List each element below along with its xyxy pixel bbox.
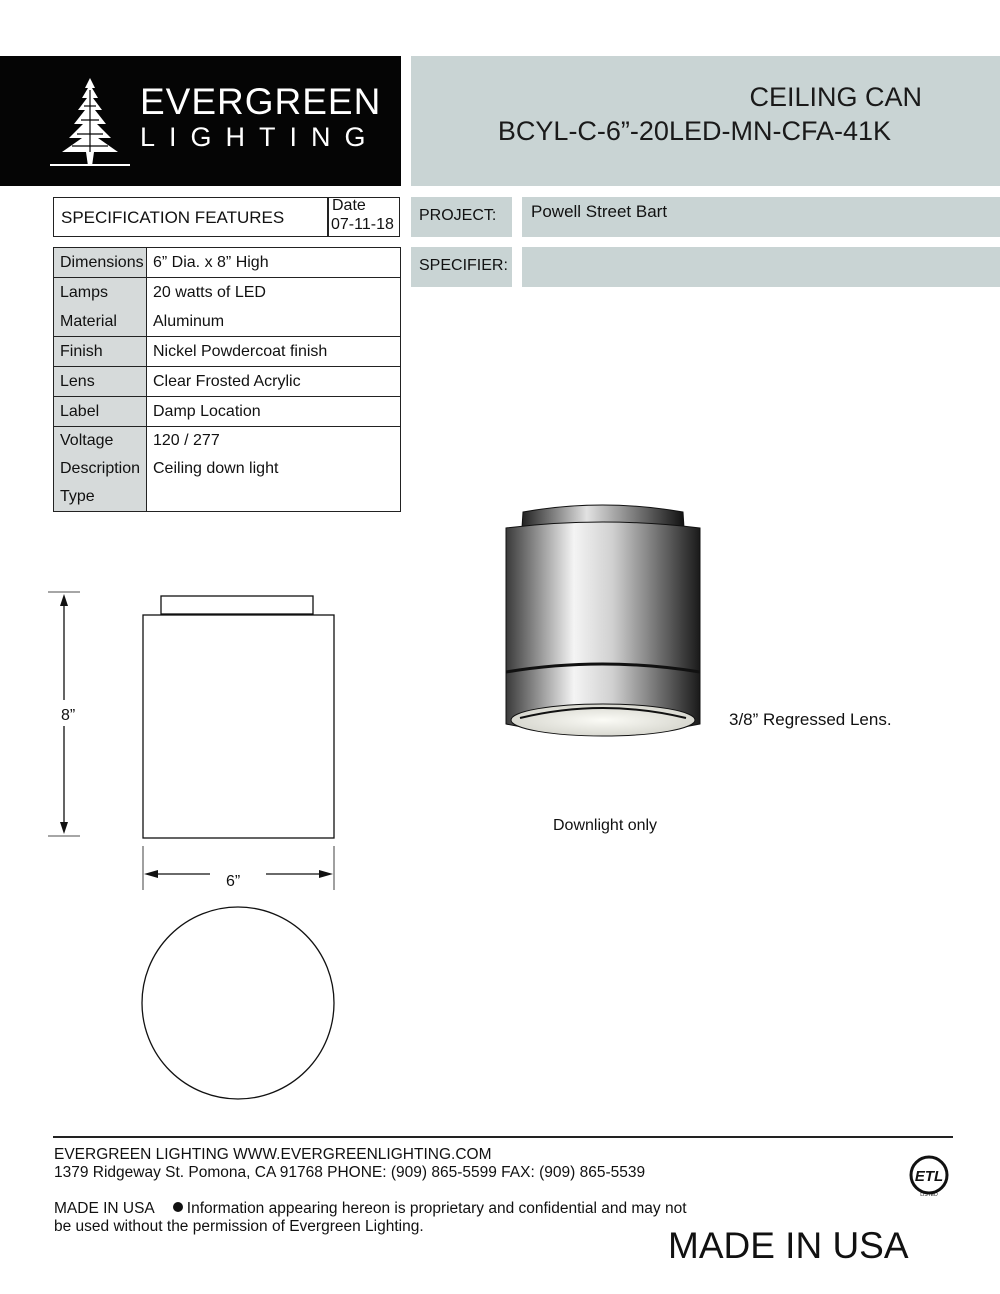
- spec-label: Finish: [60, 343, 103, 360]
- spec-label: Lens: [60, 373, 95, 390]
- spec-value: Nickel Powdercoat finish: [153, 343, 328, 360]
- product-title: CEILING CAN: [749, 82, 922, 112]
- spec-value: Clear Frosted Acrylic: [153, 373, 301, 390]
- specifier-label: SPECIFIER:: [419, 257, 508, 274]
- disclaimer-text: Information appearing hereon is proprietary and confidential and may not: [186, 1200, 687, 1217]
- disclaimer-text-continued: be used without the permission of Evergreen Lighting.: [54, 1218, 424, 1235]
- height-dimension-label: 8”: [61, 707, 76, 724]
- spec-row-lens: [54, 367, 401, 397]
- bullet-icon: [173, 1202, 183, 1212]
- spec-value: [147, 483, 400, 511]
- footer-disclaimer: [54, 1200, 687, 1218]
- fixture-render-image: [500, 498, 705, 740]
- bottom-view-circle: [142, 907, 334, 1099]
- etl-listed-logo: [905, 1155, 953, 1197]
- spec-table: [53, 247, 401, 512]
- spec-label: Type: [60, 488, 95, 505]
- footer-divider: [53, 1136, 953, 1138]
- dimension-drawing: [0, 580, 360, 1110]
- etl-listed-text: LISTED: [920, 1192, 938, 1197]
- downlight-note: Downlight only: [553, 817, 658, 834]
- brand-name: EVERGREEN: [140, 81, 382, 122]
- spec-label: Material: [60, 313, 117, 330]
- spec-value: Damp Location: [153, 403, 261, 420]
- date-label: Date: [332, 197, 366, 214]
- spec-label: Lamps: [60, 284, 109, 301]
- width-dimension-label: 6”: [226, 873, 241, 890]
- mounting-plate-outline: [161, 596, 313, 614]
- footer-address-contact: 1379 Ridgeway St. Pomona, CA 91768 PHONE: (909) 865-5599 FAX: (909) 865-5539: [54, 1164, 646, 1181]
- spec-row-finish: [54, 337, 401, 367]
- etl-mark-text: ETL: [914, 1168, 944, 1185]
- footer-company-website: EVERGREEN LIGHTING WWW.EVERGREENLIGHTING.COM: [54, 1146, 492, 1163]
- spec-value: 20 watts of LED: [153, 284, 266, 301]
- spec-row-voltage-description: [54, 427, 401, 512]
- spec-value: 120 / 277: [153, 432, 220, 449]
- spec-row-label: [54, 397, 401, 427]
- brand-subname: LIGHTING: [140, 122, 380, 152]
- spec-header-title: SPECIFICATION FEATURES: [61, 208, 285, 227]
- made-in-usa-small: MADE IN USA: [54, 1200, 155, 1217]
- spec-row-lamps-material: [54, 278, 401, 337]
- spec-label: Voltage: [60, 432, 114, 449]
- spec-row-dimensions: [54, 248, 401, 278]
- lens-note: 3/8” Regressed Lens.: [729, 710, 892, 729]
- project-value: Powell Street Bart: [531, 202, 668, 221]
- spec-value: Aluminum: [153, 313, 225, 330]
- spec-header-divider: [327, 197, 329, 237]
- product-model-number: BCYL-C-6”-20LED-MN-CFA-41K: [497, 116, 891, 146]
- spec-label: Label: [60, 403, 100, 420]
- made-in-usa-banner: MADE IN USA: [668, 1225, 909, 1266]
- spec-label: Description: [60, 460, 141, 477]
- project-label: PROJECT:: [419, 207, 497, 224]
- date-value: 07-11-18: [331, 216, 394, 233]
- body-outline: [143, 615, 334, 838]
- tree-icon: [48, 76, 132, 172]
- spec-value: 6” Dia. x 8” High: [153, 254, 269, 271]
- spec-value: Ceiling down light: [153, 460, 279, 477]
- specifier-field[interactable]: [522, 247, 1000, 287]
- spec-label: Dimensions: [60, 254, 144, 271]
